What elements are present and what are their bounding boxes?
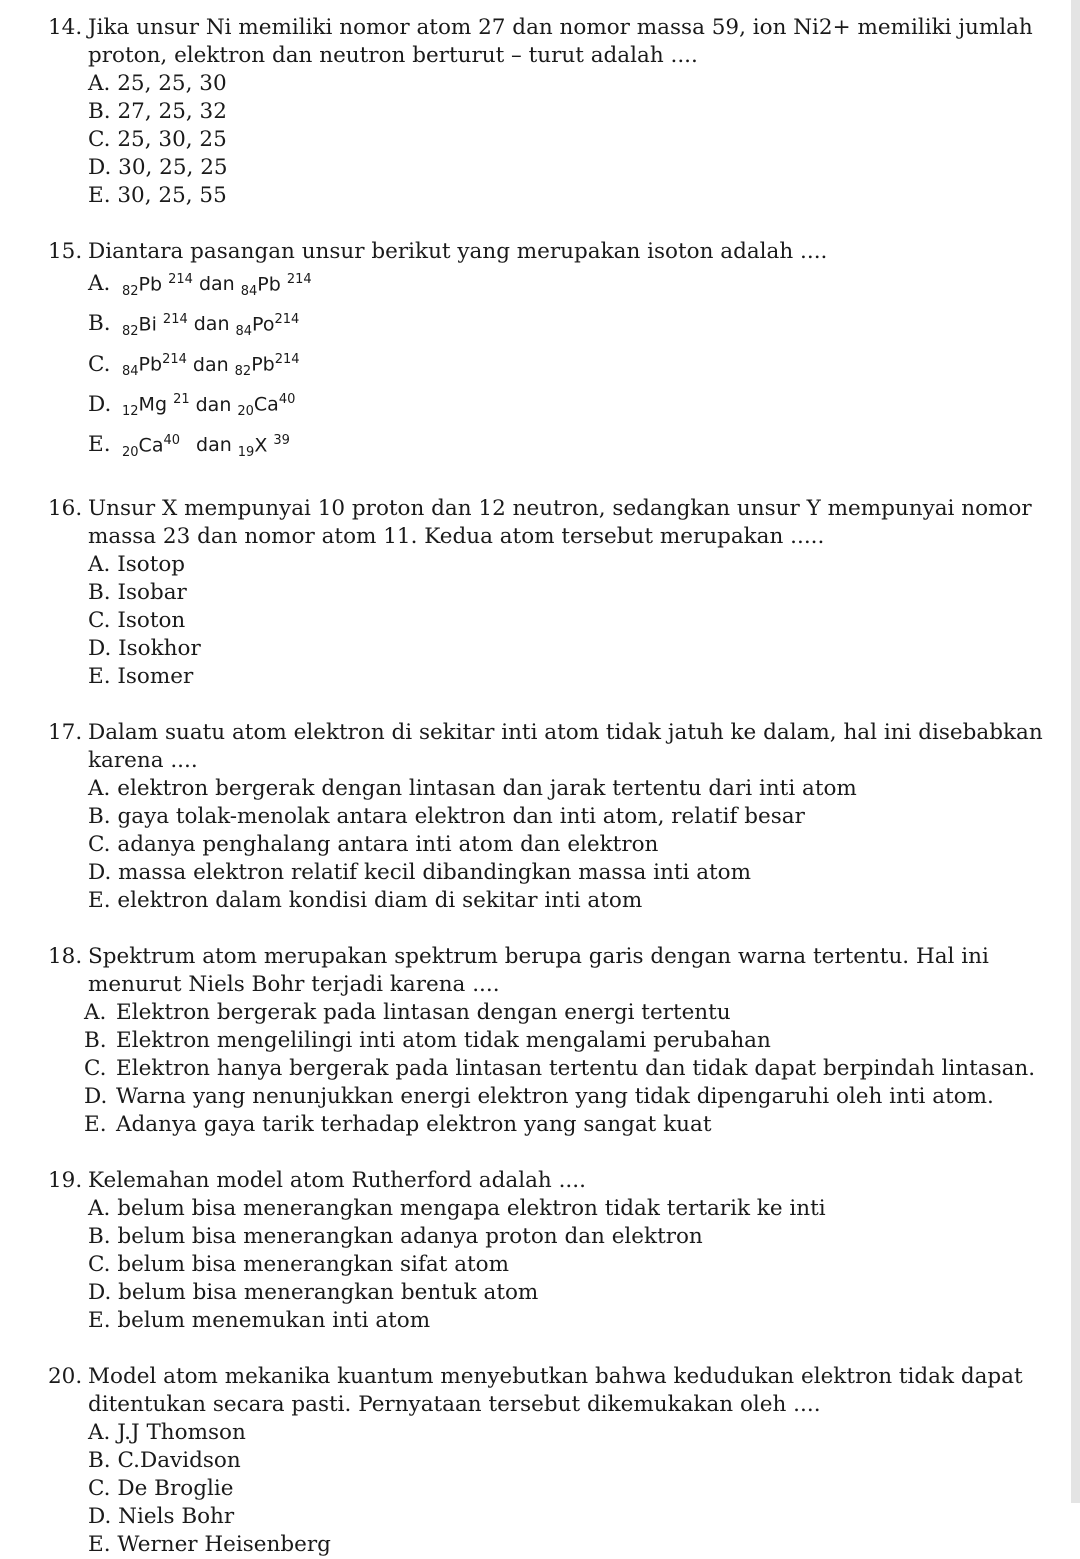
- option-text: Werner Heisenberg: [117, 1531, 331, 1557]
- question-text: Jika unsur Ni memiliki nomor atom 27 dan nomor massa 59, ion Ni2+ memiliki jumlah proton, elektron dan neutron berturut – turut adalah ....: [88, 15, 1033, 68]
- nuclide-left: [122, 266, 193, 306]
- option-b[interactable]: [48, 98, 1058, 126]
- option-label: B.: [88, 1223, 111, 1249]
- atomic-number: 84: [122, 364, 139, 380]
- option-e[interactable]: [48, 1111, 1058, 1139]
- question-20: [48, 1363, 1058, 1559]
- option-c[interactable]: [48, 607, 1058, 635]
- option-b[interactable]: [48, 1027, 1058, 1055]
- atomic-number: 82: [122, 284, 139, 300]
- question-text: Dalam suatu atom elektron di sekitar inti atom tidak jatuh ke dalam, hal ini disebabkan karena ....: [88, 719, 1043, 773]
- option-text: belum bisa menerangkan sifat atom: [117, 1251, 509, 1277]
- option-text: massa elektron relatif kecil dibandingkan massa inti atom: [118, 859, 751, 885]
- question-spacer: [48, 1139, 1058, 1167]
- option-list: [48, 775, 1058, 915]
- option-text: C.Davidson: [117, 1447, 241, 1473]
- connector-dan: dan: [198, 273, 235, 296]
- element-symbol: Pb: [138, 353, 163, 376]
- option-text: elektron bergerak dengan lintasan dan jarak tertentu dari inti atom: [117, 775, 857, 801]
- option-label: B.: [88, 99, 111, 124]
- element-symbol: Ca: [253, 393, 279, 416]
- option-label: D.: [88, 1503, 112, 1529]
- option-label: C.: [88, 831, 111, 857]
- option-label: D.: [88, 155, 112, 180]
- element-symbol: Po: [252, 313, 275, 336]
- option-label: E.: [88, 887, 111, 913]
- option-text: Isomer: [117, 663, 194, 689]
- nuclide-left: [122, 346, 187, 386]
- option-list: [48, 70, 1058, 210]
- atomic-number: 20: [237, 404, 254, 420]
- option-label: D.: [88, 391, 112, 417]
- atomic-number: 82: [234, 364, 252, 380]
- question-text: Unsur X mempunyai 10 proton dan 12 neutron, sedangkan unsur Y mempunyai nomor massa 23 dan nomor atom 11. Kedua atom tersebut merupakan .....: [88, 495, 1032, 549]
- element-symbol: Mg: [138, 393, 168, 416]
- connector-dan: dan: [195, 393, 232, 416]
- option-text: belum bisa menerangkan mengapa elektron tidak tertarik ke inti: [117, 1195, 826, 1221]
- mass-number: 214: [162, 312, 188, 328]
- option-b[interactable]: [48, 1447, 1058, 1475]
- option-label: B.: [88, 579, 111, 605]
- question-text: Kelemahan model atom Rutherford adalah ....: [88, 1167, 586, 1193]
- option-text: Isokhor: [118, 635, 201, 661]
- question-spacer: [48, 915, 1058, 943]
- option-label: A.: [88, 271, 111, 297]
- option-text: belum menemukan inti atom: [117, 1307, 431, 1333]
- option-d[interactable]: [48, 386, 1058, 426]
- mass-number: 40: [278, 392, 296, 408]
- option-e[interactable]: [48, 887, 1058, 915]
- mass-number: 214: [286, 272, 312, 287]
- question-spacer: [48, 467, 1058, 495]
- option-a[interactable]: [48, 266, 1058, 306]
- question-header: [48, 14, 1058, 70]
- mass-number: 40: [163, 432, 181, 448]
- question-header: [48, 719, 1058, 775]
- option-label: C.: [88, 351, 111, 377]
- option-text: Isotop: [117, 551, 186, 577]
- element-symbol: Pb: [251, 353, 275, 376]
- option-text: De Broglie: [117, 1475, 234, 1501]
- option-label: D.: [84, 1083, 108, 1109]
- option-e[interactable]: [48, 1531, 1058, 1559]
- question-number: 16.: [48, 495, 83, 521]
- option-label: E.: [88, 1531, 111, 1557]
- option-label: C.: [88, 1251, 111, 1277]
- question-header: [48, 495, 1058, 551]
- option-text: 27, 25, 32: [117, 99, 227, 124]
- question-spacer: [48, 210, 1058, 238]
- nuclide-right: [238, 427, 290, 467]
- element-symbol: Ca: [138, 433, 164, 456]
- option-a[interactable]: [48, 1195, 1058, 1223]
- atomic-number: 84: [235, 324, 253, 340]
- option-label: B.: [88, 311, 111, 337]
- atomic-number: 84: [240, 284, 258, 300]
- question-17: [48, 719, 1058, 915]
- atomic-number: 20: [122, 444, 139, 460]
- question-text: Model atom mekanika kuantum menyebutkan bahwa kedudukan elektron tidak dapat ditentukan secara pasti. Pernyataan tersebut dikemukakan oleh ....: [88, 1363, 1023, 1417]
- nuclide-right: [237, 386, 295, 426]
- element-symbol: Pb: [138, 273, 163, 296]
- mass-number: 39: [273, 432, 290, 448]
- option-text: Isoton: [117, 607, 186, 633]
- atomic-number: 82: [122, 324, 139, 340]
- option-label: A.: [84, 999, 107, 1025]
- option-list: [48, 1419, 1058, 1559]
- question-number: 18.: [48, 943, 83, 969]
- option-a[interactable]: [48, 1419, 1058, 1447]
- option-label: E.: [88, 183, 111, 208]
- option-b[interactable]: [48, 1223, 1058, 1251]
- option-text: 30, 25, 55: [117, 183, 227, 208]
- option-d[interactable]: [48, 1279, 1058, 1307]
- option-d[interactable]: [48, 154, 1058, 182]
- option-text: gaya tolak-menolak antara elektron dan inti atom, relatif besar: [117, 803, 805, 829]
- option-d[interactable]: [48, 635, 1058, 663]
- option-d[interactable]: [48, 1083, 1058, 1111]
- option-d[interactable]: [48, 859, 1058, 887]
- option-c[interactable]: [48, 1475, 1058, 1503]
- question-number: 20.: [48, 1363, 83, 1389]
- nuclide-right: [241, 266, 312, 306]
- option-label: D.: [88, 1279, 112, 1305]
- atomic-number: 12: [122, 404, 139, 420]
- mass-number: 214: [274, 312, 300, 328]
- mass-number: 214: [168, 272, 193, 287]
- option-c[interactable]: [48, 1055, 1058, 1083]
- option-b[interactable]: [48, 306, 1058, 346]
- option-text: J.J Thomson: [117, 1419, 246, 1445]
- question-16: [48, 495, 1058, 691]
- question-header: [48, 238, 1058, 266]
- mass-number: 21: [173, 392, 190, 408]
- question-header: [48, 943, 1058, 999]
- connector-dan: dan: [196, 433, 232, 456]
- option-label: E.: [84, 1111, 107, 1137]
- option-list: [48, 1195, 1058, 1335]
- option-label: B.: [88, 1447, 111, 1473]
- option-label: A.: [88, 1419, 111, 1445]
- option-label: E.: [88, 1307, 111, 1333]
- option-text: belum bisa menerangkan bentuk atom: [118, 1279, 539, 1305]
- option-text: Elektron mengelilingi inti atom tidak mengalami perubahan: [116, 1027, 771, 1053]
- option-label: A.: [88, 1195, 111, 1221]
- option-e[interactable]: [48, 182, 1058, 210]
- option-label: B.: [84, 1027, 107, 1053]
- option-a[interactable]: [48, 70, 1058, 98]
- element-symbol: Bi: [138, 313, 157, 336]
- option-list: [48, 551, 1058, 691]
- option-text: 25, 25, 30: [117, 71, 227, 96]
- option-e[interactable]: [48, 1307, 1058, 1335]
- option-text: Elektron hanya bergerak pada lintasan tertentu dan tidak dapat berpindah lintasan.: [116, 1055, 1036, 1081]
- element-symbol: X: [254, 433, 268, 456]
- question-19: [48, 1167, 1058, 1335]
- question-header: [48, 1167, 1058, 1195]
- question-text: Spektrum atom merupakan spektrum berupa garis dengan warna tertentu. Hal ini menurut Niels Bohr terjadi karena ....: [88, 943, 989, 997]
- question-number: 15.: [48, 239, 83, 264]
- question-header: [48, 1363, 1058, 1419]
- option-text: Niels Bohr: [118, 1503, 235, 1529]
- question-number: 14.: [48, 15, 83, 40]
- option-label: E.: [88, 663, 111, 689]
- option-text: Elektron bergerak pada lintasan dengan energi tertentu: [116, 999, 731, 1025]
- connector-dan: dan: [192, 353, 229, 376]
- option-text: elektron dalam kondisi diam di sekitar inti atom: [117, 887, 643, 913]
- option-label: A.: [88, 775, 111, 801]
- option-text: Isobar: [117, 579, 187, 605]
- scrollbar-track[interactable]: [1071, 0, 1080, 1503]
- nuclide-left: [122, 306, 188, 346]
- option-label: A.: [88, 551, 111, 577]
- option-text: adanya penghalang antara inti atom dan elektron: [117, 831, 659, 857]
- option-b[interactable]: [48, 579, 1058, 607]
- connector-dan: dan: [193, 313, 230, 336]
- option-e[interactable]: [48, 663, 1058, 691]
- option-a[interactable]: [48, 775, 1058, 803]
- option-label: E.: [88, 431, 111, 457]
- option-text: Warna yang nenunjukkan energi elektron yang tidak dipengaruhi oleh inti atom.: [116, 1083, 994, 1109]
- option-c[interactable]: [48, 126, 1058, 154]
- option-a[interactable]: [48, 999, 1058, 1027]
- option-c[interactable]: [48, 346, 1058, 386]
- option-b[interactable]: [48, 803, 1058, 831]
- option-label: C.: [88, 607, 111, 633]
- nuclide-left: [122, 427, 180, 467]
- option-a[interactable]: [48, 551, 1058, 579]
- nuclide-left: [122, 386, 190, 426]
- option-label: C.: [84, 1055, 107, 1081]
- question-spacer: [48, 1335, 1058, 1363]
- option-text: Adanya gaya tarik terhadap elektron yang sangat kuat: [116, 1111, 712, 1137]
- question-number: 17.: [48, 719, 83, 745]
- question-14: [48, 14, 1058, 210]
- nuclide-right: [236, 306, 300, 346]
- option-d[interactable]: [48, 1503, 1058, 1531]
- option-label: C.: [88, 127, 111, 152]
- option-label: D.: [88, 859, 112, 885]
- option-list: [48, 266, 1058, 467]
- nuclide-right: [235, 346, 300, 386]
- mass-number: 214: [274, 352, 300, 368]
- question-spacer: [48, 691, 1058, 719]
- element-symbol: Pb: [257, 273, 281, 296]
- option-list: [48, 999, 1058, 1139]
- question-number: 19.: [48, 1167, 83, 1193]
- option-text: belum bisa menerangkan adanya proton dan elektron: [117, 1223, 703, 1249]
- option-text: 25, 30, 25: [117, 127, 227, 152]
- option-label: A.: [88, 71, 111, 96]
- question-text: Diantara pasangan unsur berikut yang merupakan isoton adalah ....: [88, 239, 828, 264]
- question-page: [48, 14, 1058, 1559]
- option-c[interactable]: [48, 831, 1058, 859]
- option-e[interactable]: [48, 427, 1058, 467]
- option-label: D.: [88, 635, 112, 661]
- question-18: [48, 943, 1058, 1139]
- question-15: [48, 238, 1058, 467]
- atomic-number: 19: [237, 444, 255, 460]
- option-label: B.: [88, 803, 111, 829]
- option-c[interactable]: [48, 1251, 1058, 1279]
- option-label: C.: [88, 1475, 111, 1501]
- mass-number: 214: [162, 352, 187, 368]
- option-text: 30, 25, 25: [118, 155, 228, 180]
